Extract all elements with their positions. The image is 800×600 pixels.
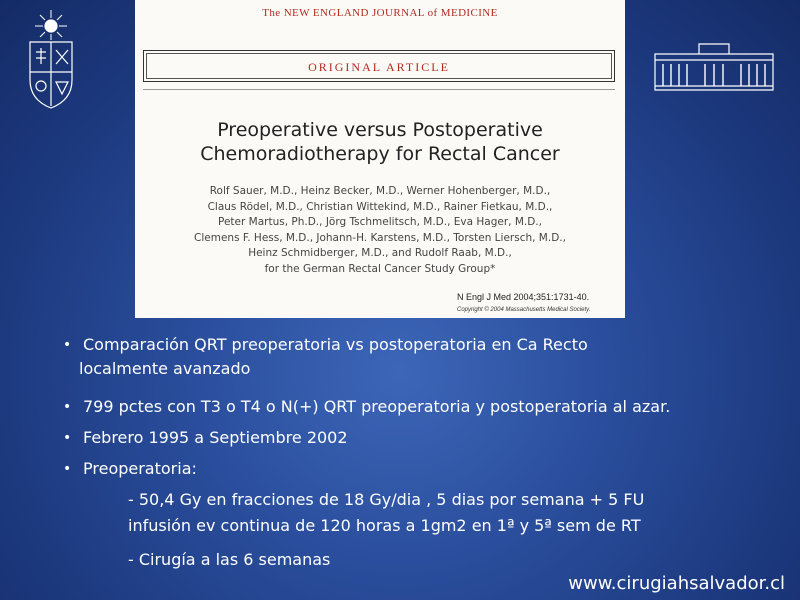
title-line: Preoperative versus Postoperative (217, 119, 543, 141)
bullet-dot: • (63, 430, 72, 446)
section-label: ORIGINAL ARTICLE (308, 60, 450, 74)
sub-item: infusión ev continua de 120 horas a 1gm2 en 1ª y 5ª sem de RT (128, 516, 641, 535)
author-line: for the German Rectal Cancer Study Group* (264, 262, 496, 275)
bullet-text: 799 pctes con T3 o T4 o N(+) QRT preoperatoria y postoperatoria al azar. (83, 397, 671, 416)
article-title (135, 118, 625, 166)
author-line: Rolf Sauer, M.D., Heinz Becker, M.D., Werner Hohenberger, M.D., (209, 185, 551, 197)
divider (143, 89, 615, 90)
author-list (135, 184, 625, 277)
citation: N Engl J Med 2004;351:1731-40. (457, 292, 590, 302)
author-line: Claus Rödel, M.D., Christian Wittekind, M.D., Rainer Fietkau, M.D., (207, 200, 553, 213)
author-line: Clemens F. Hess, M.D., Johann-H. Karstens, M.D., Torsten Liersch, M.D., (194, 231, 566, 244)
bullet-dot: • (63, 337, 72, 353)
author-line: Heinz Schmidberger, M.D., and Rudolf Raab, M.D., (248, 247, 512, 259)
sub-item: - Cirugía a las 6 semanas (128, 550, 331, 569)
bullet-text-continued: localmente avanzado (79, 359, 251, 378)
bullet-dot: • (63, 461, 72, 477)
sub-item: - 50,4 Gy en fracciones de 18 Gy/dia , 5 dias por semana + 5 FU (128, 490, 645, 509)
website-url: www.cirugiahsalvador.cl (568, 573, 785, 594)
bullet-dot: • (63, 399, 72, 415)
article-image (135, 0, 625, 318)
university-crest-logo (18, 8, 84, 110)
title-line: Chemoradiotherapy for Rectal Cancer (200, 143, 560, 165)
bullet-text: Preoperatoria: (83, 459, 197, 478)
bullet-text: Febrero 1995 a Septiembre 2002 (83, 428, 348, 447)
copyright: Copyright © 2004 Massachusetts Medical Society. (457, 307, 591, 313)
hospital-building-logo (651, 40, 777, 92)
journal-name: The NEW ENGLAND JOURNAL of MEDICINE (262, 7, 498, 19)
section-banner (143, 50, 615, 82)
author-line: Peter Martus, Ph.D., Jörg Tschmelitsch, M.D., Eva Hager, M.D., (218, 216, 542, 228)
bullet-text: Comparación QRT preoperatoria vs postoperatoria en Ca Recto (83, 335, 588, 354)
